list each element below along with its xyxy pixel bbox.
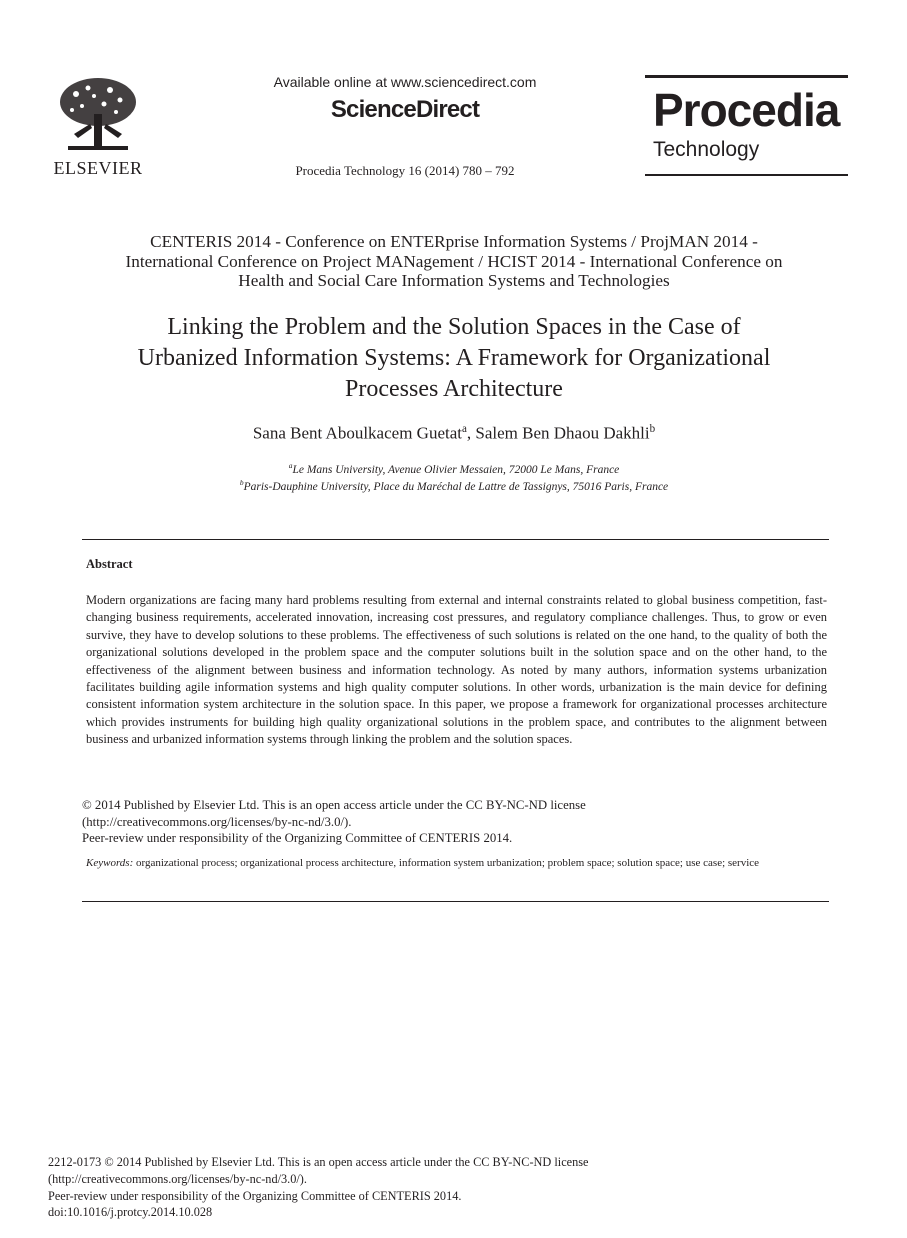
procedia-name: Procedia bbox=[653, 84, 840, 136]
conference-line-3: Health and Social Care Information Systems and Technologies bbox=[238, 271, 670, 290]
abstract-top-rule bbox=[82, 539, 829, 540]
author-list bbox=[100, 423, 808, 444]
footer-issn-line: 2212-0173 © 2014 Published by Elsevier Ltd. This is an open access article under the CC BY-NC-ND license bbox=[48, 1155, 589, 1169]
procedia-bottom-rule bbox=[645, 174, 848, 176]
conference-line-2: International Conference on Project MANagement / HCIST 2014 - International Conference on bbox=[125, 251, 783, 271]
procedia-logo bbox=[645, 75, 848, 176]
elsevier-tree-icon bbox=[54, 74, 142, 154]
paper-title bbox=[70, 312, 838, 405]
copyright-notice bbox=[82, 797, 822, 847]
conference-line-1: CENTERIS 2014 - Conference on ENTERprise Information Systems / ProjMAN 2014 - bbox=[150, 232, 758, 251]
license-link[interactable]: (http://creativecommons.org/licenses/by-nc-nd/3.0/). bbox=[82, 814, 352, 829]
title-line-3: Processes Architecture bbox=[345, 376, 563, 402]
footer-doi[interactable]: doi:10.1016/j.protcy.2014.10.028 bbox=[48, 1205, 213, 1220]
affiliation-b-mark: b bbox=[239, 478, 244, 487]
abstract-body: Modern organizations are facing many hard problems resulting from external and internal constraints related to global business competition, fast-changing business requirements, accelerated innovation, increasing cost pressures, and regulatory compliance challenges. Thus, to grow or even survive, they have to develop solutions to these problems. The effectiveness of such solutions is related on the one hand, to the quality of both the organizational solutions developed in the problem space and the computer solutions built in the solution space and on the other hand, to the effectiveness of the alignment between business and information technology. As noted by many authors, information systems urbanization facilitates building agile information systems and high quality computer solutions. In other words, urbanization is the main device for defining consistent information system architecture in the solution space. In this paper, we propose a framework for organizational processes architecture which provides instruments for building high quality organizational solutions in the problem space, and contributes to the alignment between business and urbanized information systems through linking the problem and the solution spaces. bbox=[86, 593, 827, 747]
elsevier-wordmark: ELSEVIER bbox=[53, 158, 143, 178]
affiliation-a-mark: a bbox=[288, 461, 293, 470]
peer-review-line: Peer-review under responsibility of the Organizing Committee of CENTERIS 2014. bbox=[82, 831, 513, 845]
conference-name bbox=[80, 232, 828, 291]
affiliation-b bbox=[100, 478, 808, 493]
abstract-bottom-rule bbox=[82, 901, 829, 902]
footer-peer-review-line: Peer-review under responsibility of the Organizing Committee of CENTERIS 2014. bbox=[48, 1188, 462, 1203]
title-line-1: Linking the Problem and the Solution Spaces in the Case of bbox=[167, 314, 741, 340]
title-line-2: Urbanized Information Systems: A Framework for Organizational bbox=[137, 345, 771, 371]
author-1-affil-mark: a bbox=[461, 423, 467, 435]
affiliation-a bbox=[100, 461, 808, 476]
keywords-text: organizational process; organizational process architecture, information system urbanization; problem space; solution space; use case; service bbox=[133, 857, 760, 869]
abstract-heading: Abstract bbox=[86, 557, 133, 571]
procedia-top-rule bbox=[645, 75, 848, 78]
affiliation-b-text: Paris-Dauphine University, Place du Maréchal de Lattre de Tassignys, 75016 Paris, France bbox=[243, 480, 669, 493]
journal-reference: Procedia Technology 16 (2014) 780 – 792 bbox=[295, 163, 515, 178]
author-1: Sana Bent Aboulkacem Guetat bbox=[252, 423, 462, 443]
footer-license-link[interactable]: (http://creativecommons.org/licenses/by-nc-nd/3.0/). bbox=[48, 1171, 307, 1186]
author-2: Salem Ben Dhaou Dakhli bbox=[475, 423, 650, 443]
affiliation-a-text: Le Mans University, Avenue Olivier Messaien, 72000 Le Mans, France bbox=[292, 463, 620, 476]
procedia-subtitle: Technology bbox=[653, 138, 760, 161]
author-2-affil-mark: b bbox=[649, 423, 656, 435]
copyright-line: © 2014 Published by Elsevier Ltd. This is an open access article under the CC BY-NC-ND license bbox=[82, 798, 586, 812]
sciencedirect-logo: ScienceDirect bbox=[330, 96, 480, 123]
available-online-text: Available online at www.sciencedirect.com bbox=[273, 74, 537, 90]
keywords-label: Keywords: bbox=[86, 857, 134, 869]
page-footer bbox=[48, 1154, 848, 1221]
elsevier-logo bbox=[50, 74, 146, 178]
author-separator: , bbox=[466, 423, 476, 443]
keywords bbox=[86, 855, 827, 872]
